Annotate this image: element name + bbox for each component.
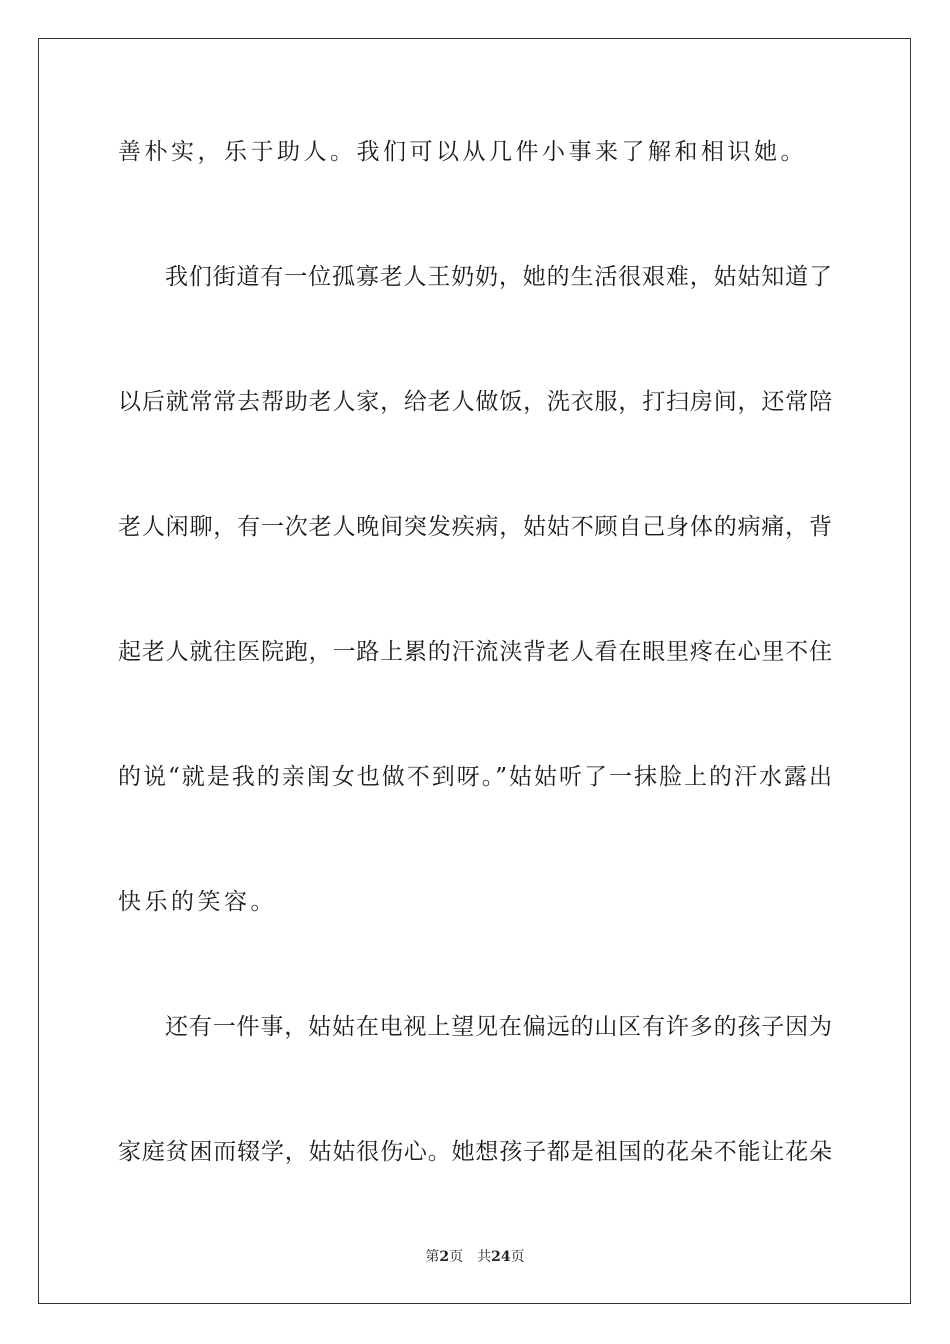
total-page-count: 24 <box>491 1249 511 1265</box>
text-line: 老人闲聊，有一次老人晚间突发疾病，姑姑不顾自己身体的病痛，背 <box>118 514 832 540</box>
total-prefix: 共 <box>477 1249 492 1265</box>
paragraph-first-line: 我们街道有一位孤寡老人王奶奶，她的生活很艰难，姑姑知道了 <box>165 264 832 290</box>
text-line: 快乐的笑容。 <box>118 889 277 915</box>
page-footer <box>0 1248 950 1266</box>
text-line: 善朴实，乐于助人。我们可以从几件小事来了解和相识她。 <box>118 139 807 165</box>
text-line: 的说“就是我的亲闺女也做不到呀。”姑姑听了一抹脸上的汗水露出 <box>118 764 832 790</box>
page-border <box>38 38 911 1304</box>
current-page-number: 2 <box>439 1249 450 1265</box>
paragraph-first-line: 还有一件事，姑姑在电视上望见在偏远的山区有许多的孩子因为 <box>165 1014 832 1040</box>
total-unit: 页 <box>510 1249 525 1265</box>
page-prefix: 第 <box>425 1249 440 1265</box>
text-line: 起老人就往医院跑，一路上累的汗流浃背老人看在眼里疼在心里不住 <box>118 639 832 665</box>
text-line: 家庭贫困而辍学，姑姑很伤心。她想孩子都是祖国的花朵不能让花朵 <box>118 1139 832 1165</box>
text-line: 以后就常常去帮助老人家，给老人做饭，洗衣服，打扫房间，还常陪 <box>118 389 832 415</box>
page-unit: 页 <box>449 1249 464 1265</box>
